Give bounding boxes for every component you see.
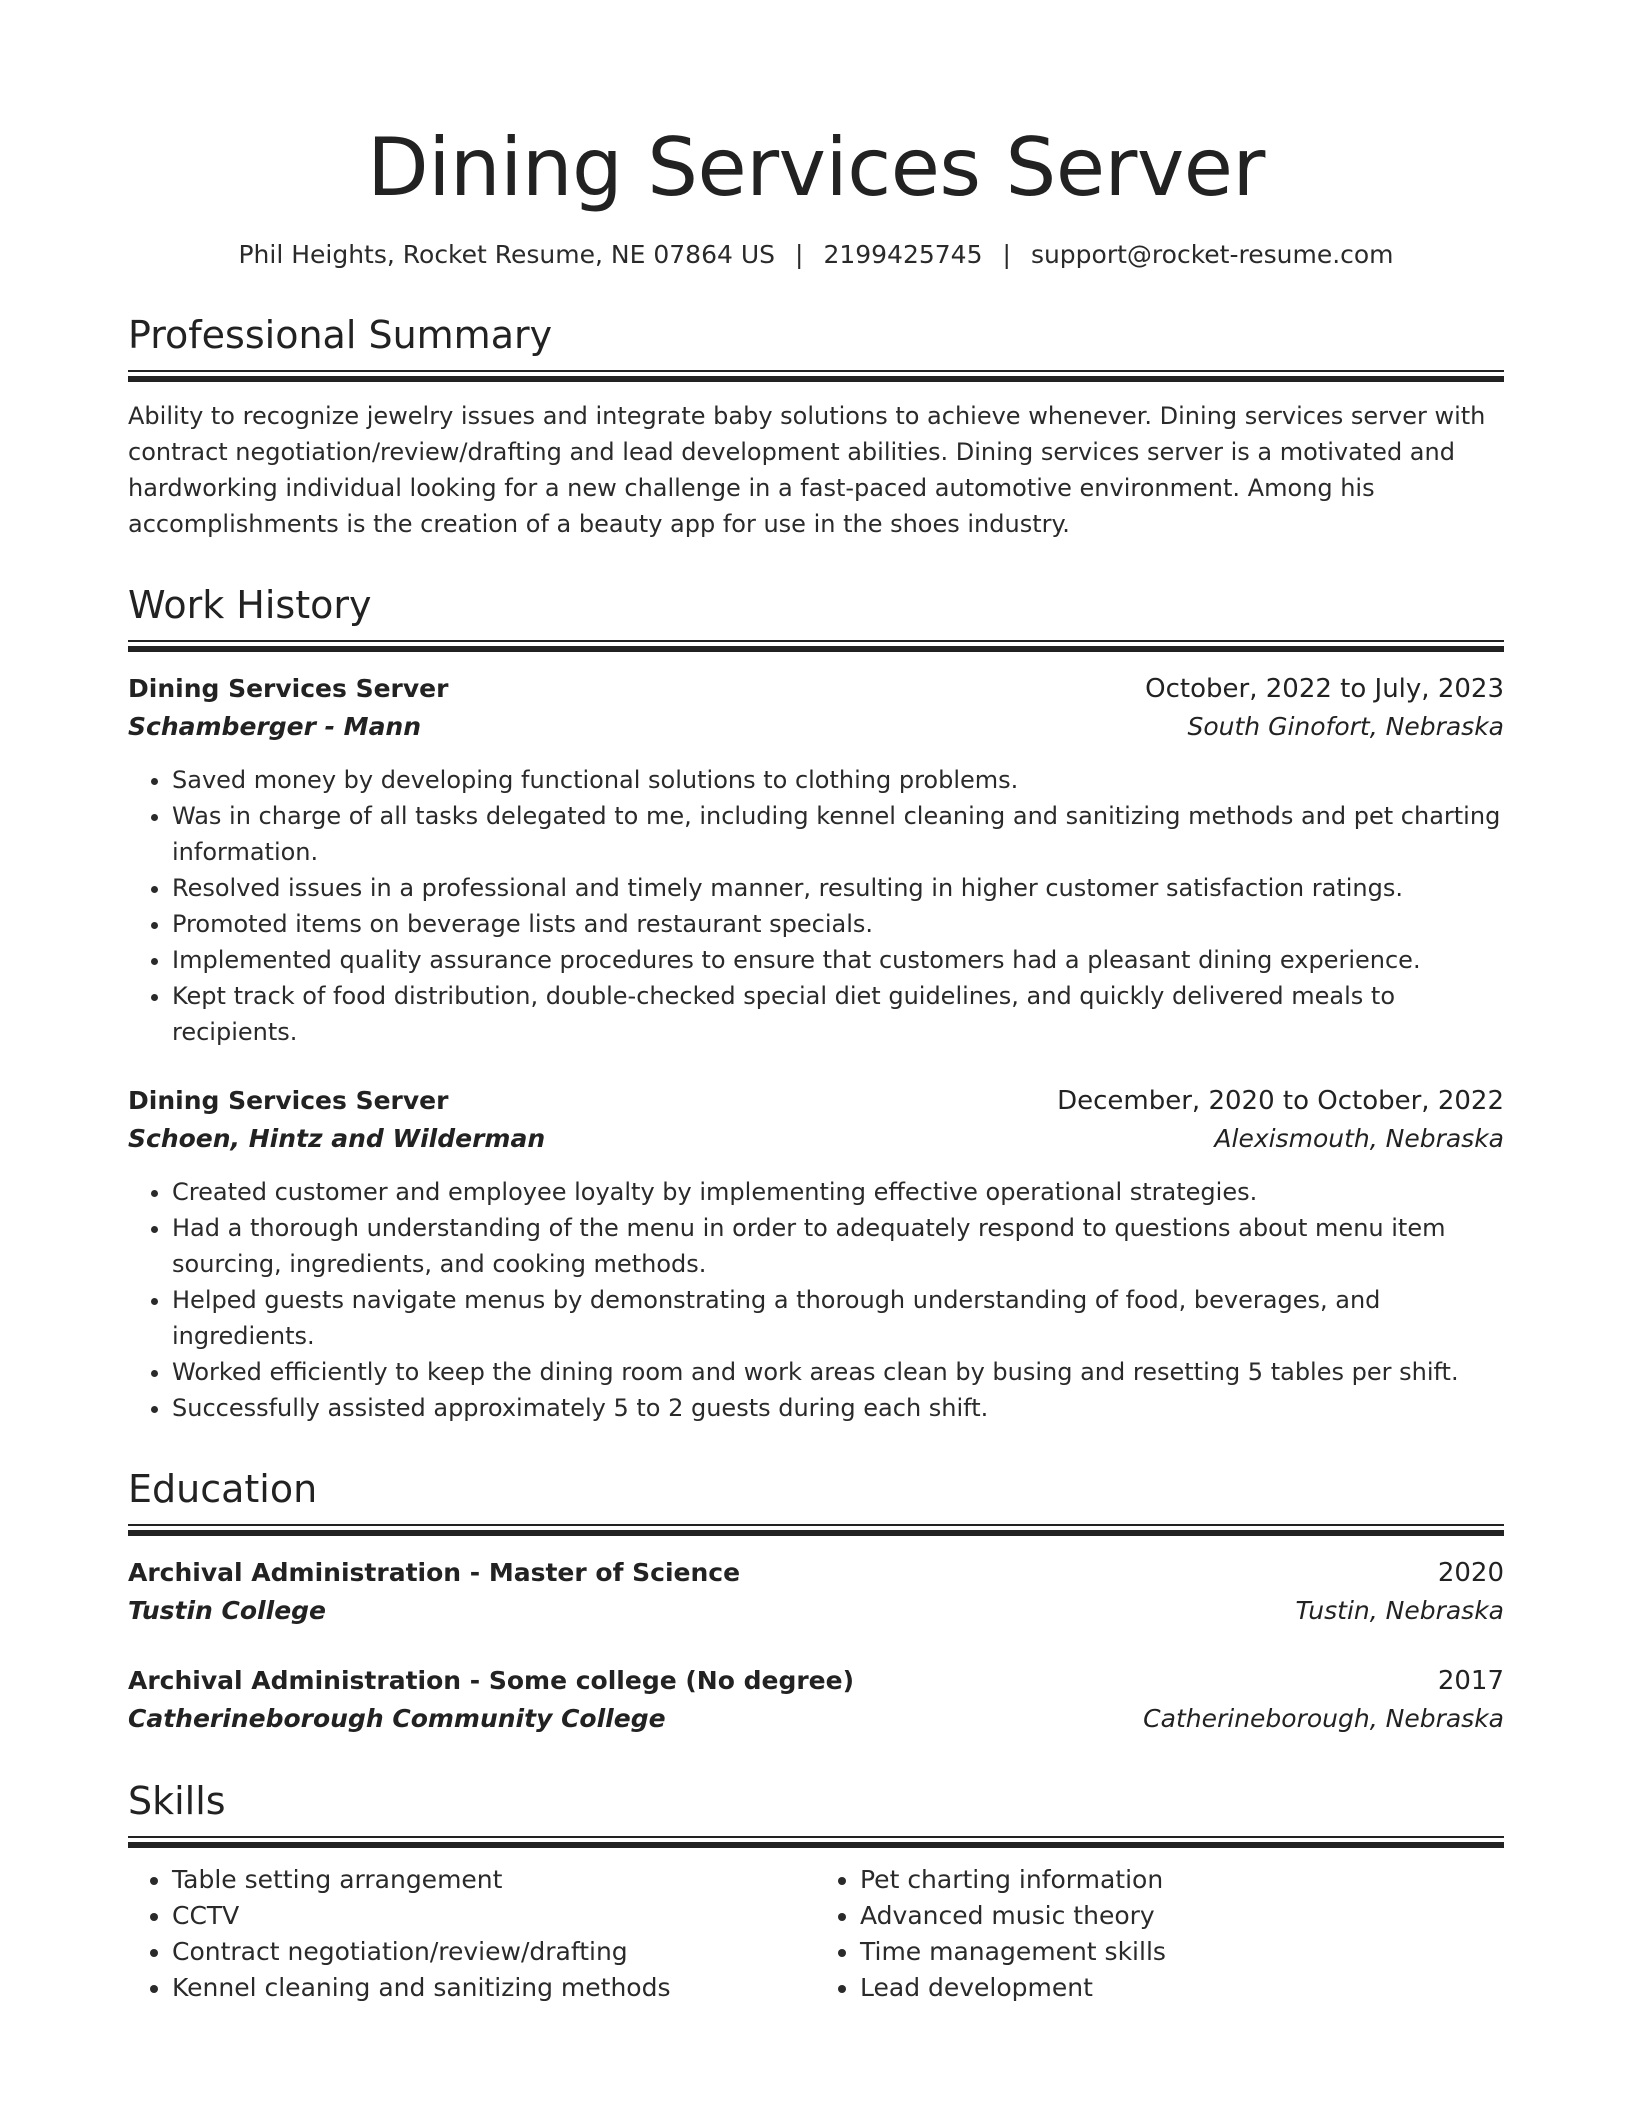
skill-item: • Lead development [860, 1970, 1504, 2006]
education-subheader-row [128, 1592, 1504, 1630]
job-bullet: • Saved money by developing functional solutions to clothing problems. [172, 762, 1504, 798]
job-title: Dining Services Server [128, 1086, 449, 1115]
education-entry [128, 1554, 1504, 1630]
job-company: Schoen, Hintz and Wilderman [128, 1124, 546, 1153]
education-year: 2020 [1437, 1558, 1504, 1588]
section-divider [128, 1524, 1504, 1536]
education-entry [128, 1662, 1504, 1738]
section-divider [128, 1836, 1504, 1848]
work-history-section [128, 582, 1504, 1426]
contact-address: Phil Heights, Rocket Resume, NE 07864 US [238, 240, 775, 269]
job-bullet: • Was in charge of all tasks delegated to me, including kennel cleaning and sanitizing methods and pet charting information. [172, 798, 1504, 870]
job-bullet: • Helped guests navigate menus by demonstrating a thorough understanding of food, beverages, and ingredients. [172, 1282, 1504, 1354]
job-bullet: • Had a thorough understanding of the menu in order to adequately respond to questions about menu item sourcing, ingredients, and cooking methods. [172, 1210, 1504, 1282]
job-bullet: • Implemented quality assurance procedures to ensure that customers had a pleasant dining experience. [172, 942, 1504, 978]
summary-section [128, 312, 1504, 542]
section-divider [128, 370, 1504, 382]
skills-columns [128, 1862, 1504, 2006]
job-header-row [128, 1082, 1504, 1120]
page-title: Dining Services Server [367, 121, 1265, 214]
job-dates: October, 2022 to July, 2023 [1145, 674, 1504, 704]
contact-phone: 2199425745 [823, 240, 983, 269]
contact-separator: | [1002, 240, 1011, 269]
job-company: Schamberger - Mann [128, 712, 422, 741]
job-entry [128, 1082, 1504, 1426]
section-heading: Work History [128, 583, 372, 627]
job-dates: December, 2020 to October, 2022 [1057, 1086, 1504, 1116]
section-heading: Skills [128, 1779, 226, 1823]
skill-item: • Pet charting information [860, 1862, 1504, 1898]
skills-column-left [128, 1862, 816, 2006]
skill-item: • Kennel cleaning and sanitizing methods [172, 1970, 816, 2006]
education-section [128, 1466, 1504, 1738]
education-header-row [128, 1662, 1504, 1700]
job-bullet: • Worked efficiently to keep the dining room and work areas clean by busing and resetting 5 tables per shift. [172, 1354, 1504, 1390]
job-bullet: • Created customer and employee loyalty by implementing effective operational strategies. [172, 1174, 1504, 1210]
skill-item: • Contract negotiation/review/drafting [172, 1934, 816, 1970]
education-subheader-row [128, 1700, 1504, 1738]
skill-item: • Table setting arrangement [172, 1862, 816, 1898]
education-year: 2017 [1437, 1666, 1504, 1696]
job-location: Alexismouth, Nebraska [1214, 1124, 1504, 1153]
job-bullets [128, 762, 1504, 1050]
education-header-row [128, 1554, 1504, 1592]
skill-item: • Time management skills [860, 1934, 1504, 1970]
skills-column-right [816, 1862, 1504, 2006]
contact-email: support@rocket-resume.com [1030, 240, 1394, 269]
education-degree: Archival Administration - Master of Science [128, 1558, 741, 1587]
section-heading: Education [128, 1467, 318, 1511]
education-school: Catherineborough Community College [128, 1704, 666, 1733]
education-school: Tustin College [128, 1596, 326, 1625]
job-bullet: • Promoted items on beverage lists and restaurant specials. [172, 906, 1504, 942]
job-header-row [128, 670, 1504, 708]
section-divider [128, 640, 1504, 652]
job-location: South Ginofort, Nebraska [1187, 712, 1504, 741]
skill-item: • Advanced music theory [860, 1898, 1504, 1934]
job-entry [128, 670, 1504, 1050]
job-subheader-row [128, 1120, 1504, 1158]
job-bullet: • Resolved issues in a professional and timely manner, resulting in higher customer satisfaction ratings. [172, 870, 1504, 906]
job-bullets [128, 1174, 1504, 1426]
contact-line [128, 238, 1504, 272]
contact-separator: | [795, 240, 804, 269]
job-subheader-row [128, 708, 1504, 746]
job-bullet: • Successfully assisted approximately 5 to 2 guests during each shift. [172, 1390, 1504, 1426]
education-degree: Archival Administration - Some college (No degree) [128, 1666, 855, 1695]
education-location: Tustin, Nebraska [1295, 1596, 1504, 1625]
skills-section [128, 1778, 1504, 2006]
summary-text: Ability to recognize jewelry issues and integrate baby solutions to achieve whenever. Dining services server with contract negotiation/review/drafting and lead development abilities. Dining services server is a motivated and hardworking individual looking for a new challenge in a fast-paced automotive environment. Among his accomplishments is the creation of a beauty app for use in the shoes industry. [128, 402, 1486, 538]
job-title: Dining Services Server [128, 674, 449, 703]
section-heading: Professional Summary [128, 313, 553, 357]
resume-page [128, 120, 1504, 2006]
job-bullet: • Kept track of food distribution, double-checked special diet guidelines, and quickly delivered meals to recipients. [172, 978, 1504, 1050]
education-location: Catherineborough, Nebraska [1143, 1704, 1504, 1733]
skill-item: • CCTV [172, 1898, 816, 1934]
